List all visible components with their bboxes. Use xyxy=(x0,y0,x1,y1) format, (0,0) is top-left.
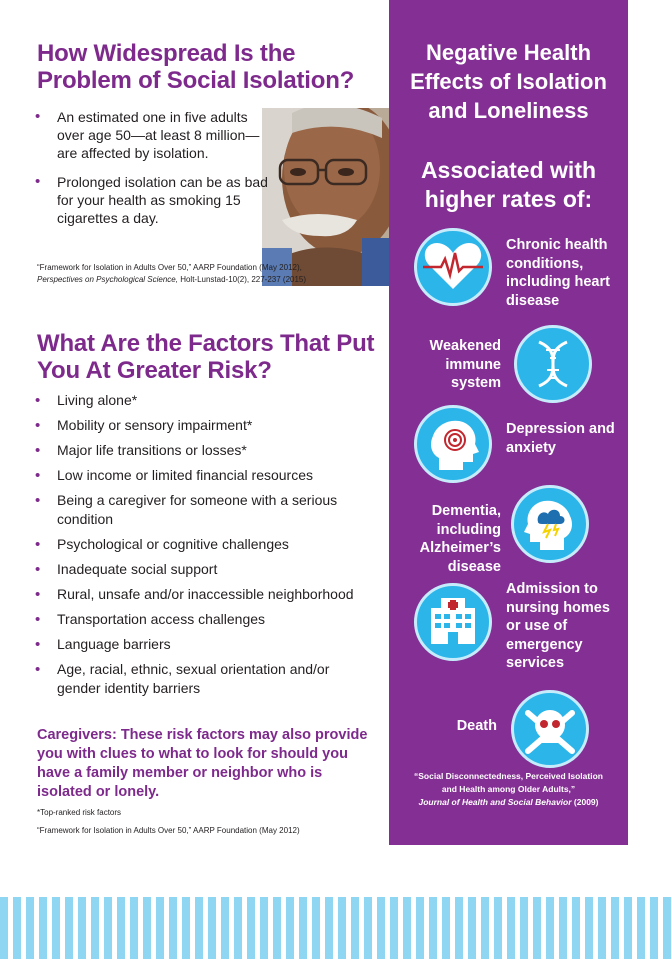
citation-line xyxy=(37,274,337,286)
effect-label: Admission to nursing homes or use of emergency services xyxy=(506,581,610,671)
skull-crossbones-icon xyxy=(511,690,589,768)
list-item: • Age, racial, ethnic, sexual orientation and/or gender identity barriers xyxy=(35,660,365,698)
list-item: • Language barriers xyxy=(35,635,365,654)
risk-factors-list xyxy=(35,391,365,704)
source-citation: “Framework for Isolation in Adults Over 50,” AARP Foundation (May 2012) xyxy=(37,826,300,835)
older-man-photo xyxy=(262,108,390,286)
journal-name: Perspectives on Psychological Science, xyxy=(37,275,178,284)
effect-label: Death xyxy=(456,718,497,734)
health-effects-panel xyxy=(389,0,628,845)
dna-icon xyxy=(514,325,592,403)
list-item: • Living alone* xyxy=(35,391,365,410)
caregiver-note: Caregivers: These risk factors may also provide you with clues to what to look for should you have a family member or neighbor who is isolated or lonely. xyxy=(37,727,368,800)
citation-year: (2009) xyxy=(571,797,599,807)
effect-label: Dementia, including Alzheimer’s disease xyxy=(419,503,501,575)
citation-line xyxy=(389,796,628,809)
list-item: • Psychological or cognitive challenges xyxy=(35,535,365,554)
isolation-facts-list xyxy=(35,108,275,238)
effect-label: Depression and anxiety xyxy=(506,421,615,456)
list-item: • An estimated one in five adults over age 50—at least 8 million—are affected by isolation. xyxy=(35,108,275,162)
effect-label: Chronic health conditions, including heart disease xyxy=(506,237,610,309)
heart-rate-icon xyxy=(414,228,492,306)
citation-section1 xyxy=(37,262,337,286)
list-item: • Major life transitions or losses* xyxy=(35,441,365,460)
list-item: • Prolonged isolation can be as bad for your health as smoking 15 cigarettes a day. xyxy=(35,173,275,227)
list-item: • Transportation access challenges xyxy=(35,610,365,629)
hospital-icon xyxy=(414,583,492,661)
list-item: • Mobility or sensory impairment* xyxy=(35,416,365,435)
panel-subtitle: Associated with higher rates of: xyxy=(420,157,597,212)
citation-line: “Social Disconnectedness, Perceived Isolation and Health among Older Adults,” xyxy=(414,771,603,794)
decorative-stripes xyxy=(0,897,672,959)
list-item: • Being a caregiver for someone with a serious condition xyxy=(35,491,365,529)
citation-detail: Holt-Lunstad-10(2), 227-237 (2015) xyxy=(177,275,307,284)
effect-label: Weakened immune system xyxy=(429,338,501,391)
list-item: • Inadequate social support xyxy=(35,560,365,579)
depressed-head-icon xyxy=(414,405,492,483)
panel-citation xyxy=(389,770,628,809)
panel-title: Negative Health Effects of Isolation and Loneliness xyxy=(410,40,607,123)
list-item: • Low income or limited financial resources xyxy=(35,466,365,485)
heading-widespread: How Widespread Is the Problem of Social Isolation? xyxy=(37,40,355,94)
heading-risk-factors: What Are the Factors That Put You At Greater Risk? xyxy=(37,330,375,384)
journal-name: Journal of Health and Social Behavior xyxy=(418,797,572,807)
storm-brain-icon xyxy=(511,485,589,563)
footnote: *Top-ranked risk factors xyxy=(37,808,122,817)
list-item: • Rural, unsafe and/or inaccessible neighborhood xyxy=(35,585,365,604)
citation-line: “Framework for Isolation in Adults Over 50,” AARP Foundation (May 2012), xyxy=(37,263,302,272)
